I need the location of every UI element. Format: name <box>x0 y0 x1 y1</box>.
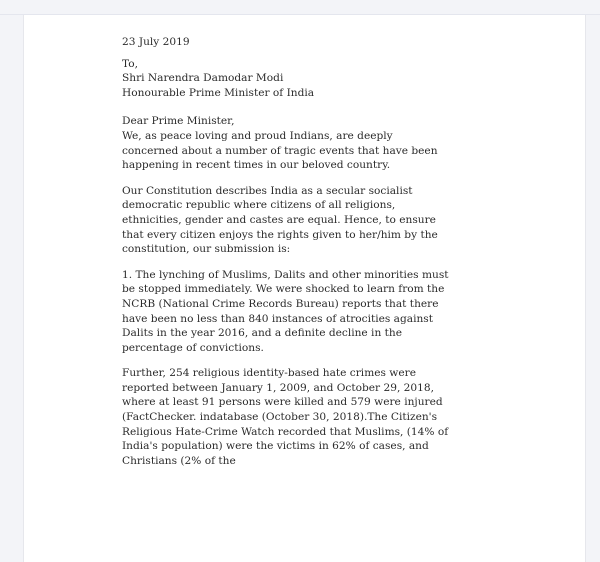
letter-body <box>122 35 452 468</box>
viewer-top-strip <box>0 0 600 15</box>
letter-date: 23 July 2019 <box>122 36 190 48</box>
paragraph-concern: We, as peace loving and proud Indians, are deeply concerned about a number of tragic events that have been happening in recent times in our beloved country. <box>122 129 438 172</box>
recipient-address <box>122 57 452 101</box>
address-line: To, <box>122 57 138 70</box>
address-line: Honourable Prime Minister of India <box>122 86 315 99</box>
address-line: Shri Narendra Damodar Modi <box>122 72 284 85</box>
paragraph-lynching: 1. The lynching of Muslims, Dalits and other minorities must be stopped immediately. We were shocked to learn from the NCRB (National Crime Records Bureau) reports that there have been no less than 840 instances of atrocities against Dalits in the year 2016, and a definite decline in the percentage of convictions. <box>122 268 449 354</box>
paragraph-hate-crimes: Further, 254 religious identity-based hate crimes were reported between January 1, 2009, and October 29, 2018, where at least 91 persons were killed and 579 were injured (FactChecker. indatabase (October 30, 2018).The Citizen's Religious Hate-Crime Watch recorded that Muslims, (14% of India's population) were the victims in 62% of cases, and Christians (2% of the <box>122 367 449 467</box>
paragraph-constitution: Our Constitution describes India as a secular socialist democratic republic where citizens of all religions, ethnicities, gender and castes are equal. Hence, to ensure that every citizen enjoys the rights given to her/him by the constitution, our submission is: <box>122 184 438 256</box>
salutation: Dear Prime Minister, <box>122 115 235 128</box>
document-page <box>23 15 586 562</box>
